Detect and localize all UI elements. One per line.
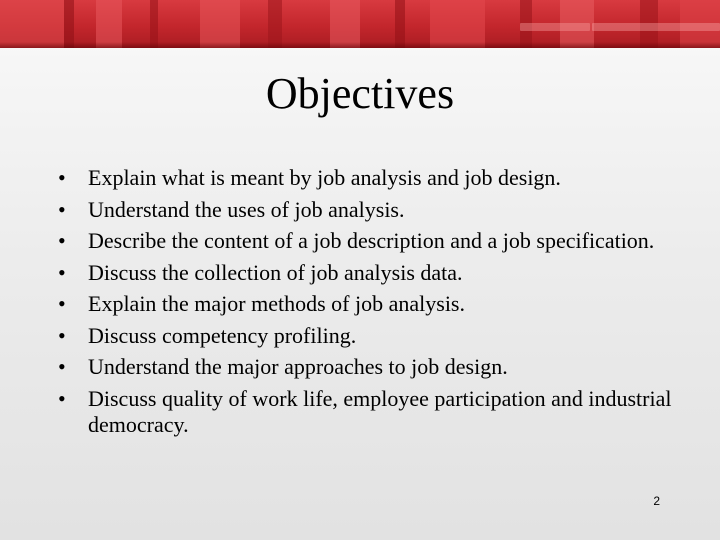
list-item-text: Discuss quality of work life, employee participation and industrial democracy.	[88, 385, 672, 437]
bullet-icon: •	[58, 385, 66, 411]
list-item	[58, 323, 678, 349]
list-item-text: Describe the content of a job description and a job specification.	[88, 228, 655, 253]
list-item	[58, 386, 678, 438]
bullet-icon: •	[58, 165, 66, 190]
list-item-text: Explain the major methods of job analysis.	[88, 291, 465, 316]
banner-highlight	[520, 23, 590, 31]
list-item	[58, 165, 678, 191]
list-item	[58, 197, 678, 223]
banner-highlight	[592, 23, 720, 31]
list-item	[58, 291, 678, 317]
list-item	[58, 260, 678, 286]
header-banner	[0, 0, 720, 48]
bullet-icon: •	[58, 228, 66, 253]
bullet-icon: •	[58, 259, 66, 285]
list-item	[58, 228, 678, 254]
list-item	[58, 354, 678, 380]
bullet-icon: •	[58, 196, 66, 222]
list-item-text: Understand the major approaches to job design.	[88, 354, 508, 379]
objectives-list	[58, 165, 678, 443]
page-number: 2	[653, 494, 660, 508]
slide-title: Objectives	[265, 69, 455, 118]
list-item-text: Explain what is meant by job analysis and job design.	[88, 165, 561, 190]
list-item-text: Understand the uses of job analysis.	[88, 196, 405, 222]
bullet-icon: •	[58, 322, 66, 348]
bullet-icon: •	[58, 291, 66, 316]
bullet-icon: •	[58, 354, 66, 379]
list-item-text: Discuss competency profiling.	[88, 322, 357, 348]
list-item-text: Discuss the collection of job analysis data.	[88, 259, 463, 285]
